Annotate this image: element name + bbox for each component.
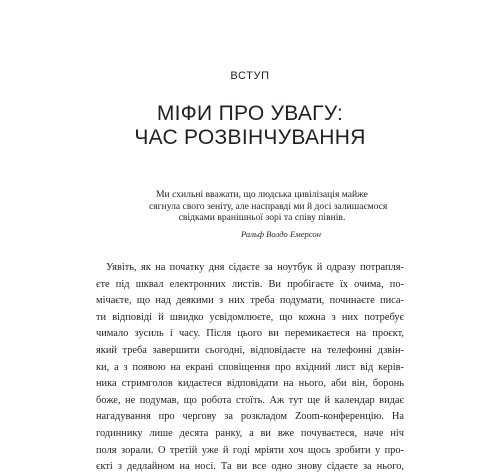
body-line: нагадування про чергову за розкладом Zoom-конференцію. На xyxy=(96,411,404,423)
section-label: ВСТУП xyxy=(230,70,270,82)
body-line: поля зорали. О третій уже й годі мріяти хоч щось зробити у про- xyxy=(96,444,404,456)
body-line: годиннику лише десята ранку, а ви вже почуваєтеся, наче ніч xyxy=(96,427,404,439)
epigraph-text xyxy=(149,189,388,224)
body-line: чимало зусиль і часу. Після цього ви перемикаєтеся на проєкт, xyxy=(96,328,404,340)
body-line: єте під шквал електронних листів. Ви пробігаєте їх очима, по- xyxy=(96,278,404,290)
epigraph-line: Ми схильні вважати, що людська цивілізація майже xyxy=(156,189,368,200)
body-line: мічаєте, що над деякими з них треба подумати, починаєте писа- xyxy=(96,295,404,307)
chapter-title-line: ЧАС РОЗВІНЧУВАННЯ xyxy=(134,126,366,149)
body-line: Уявіть, як на початку дня сідаєте за ноутбук й одразу потрапля- xyxy=(106,262,404,273)
chapter-title xyxy=(0,102,500,150)
epigraph xyxy=(149,189,388,240)
body-line: єкті з дедлайном на носі. Та ви все одно знову сідаєте за нього, xyxy=(96,461,404,473)
body-line: який треба завершити сьогодні, відповідаєте на телефонні дзвін- xyxy=(96,344,404,356)
body-line: ки, а з появою на екрані сповіщення про вхідний лист від керів- xyxy=(96,361,404,373)
epigraph-line: сягнула свого зеніту, але насправді ми й досі залишаємося xyxy=(149,200,388,212)
epigraph-line: свідками вранішньої зорі та співу півнів. xyxy=(178,212,346,224)
body-line: боже, не подумав, що робота стоїть. Аж тут ще й календар видає xyxy=(96,394,404,406)
chapter-title-line: МІФИ ПРО УВАГУ: xyxy=(156,102,344,125)
body-line: ника стримголов кидаєтеся відповідати на нього, аби він, боронь xyxy=(96,378,404,390)
epigraph-author: Ральф Волдо Емерсон xyxy=(240,228,321,239)
body-paragraph xyxy=(96,260,404,476)
body-line: ти відповіді й швидко усвідомлюєте, що кожна з них потребує xyxy=(96,311,404,323)
